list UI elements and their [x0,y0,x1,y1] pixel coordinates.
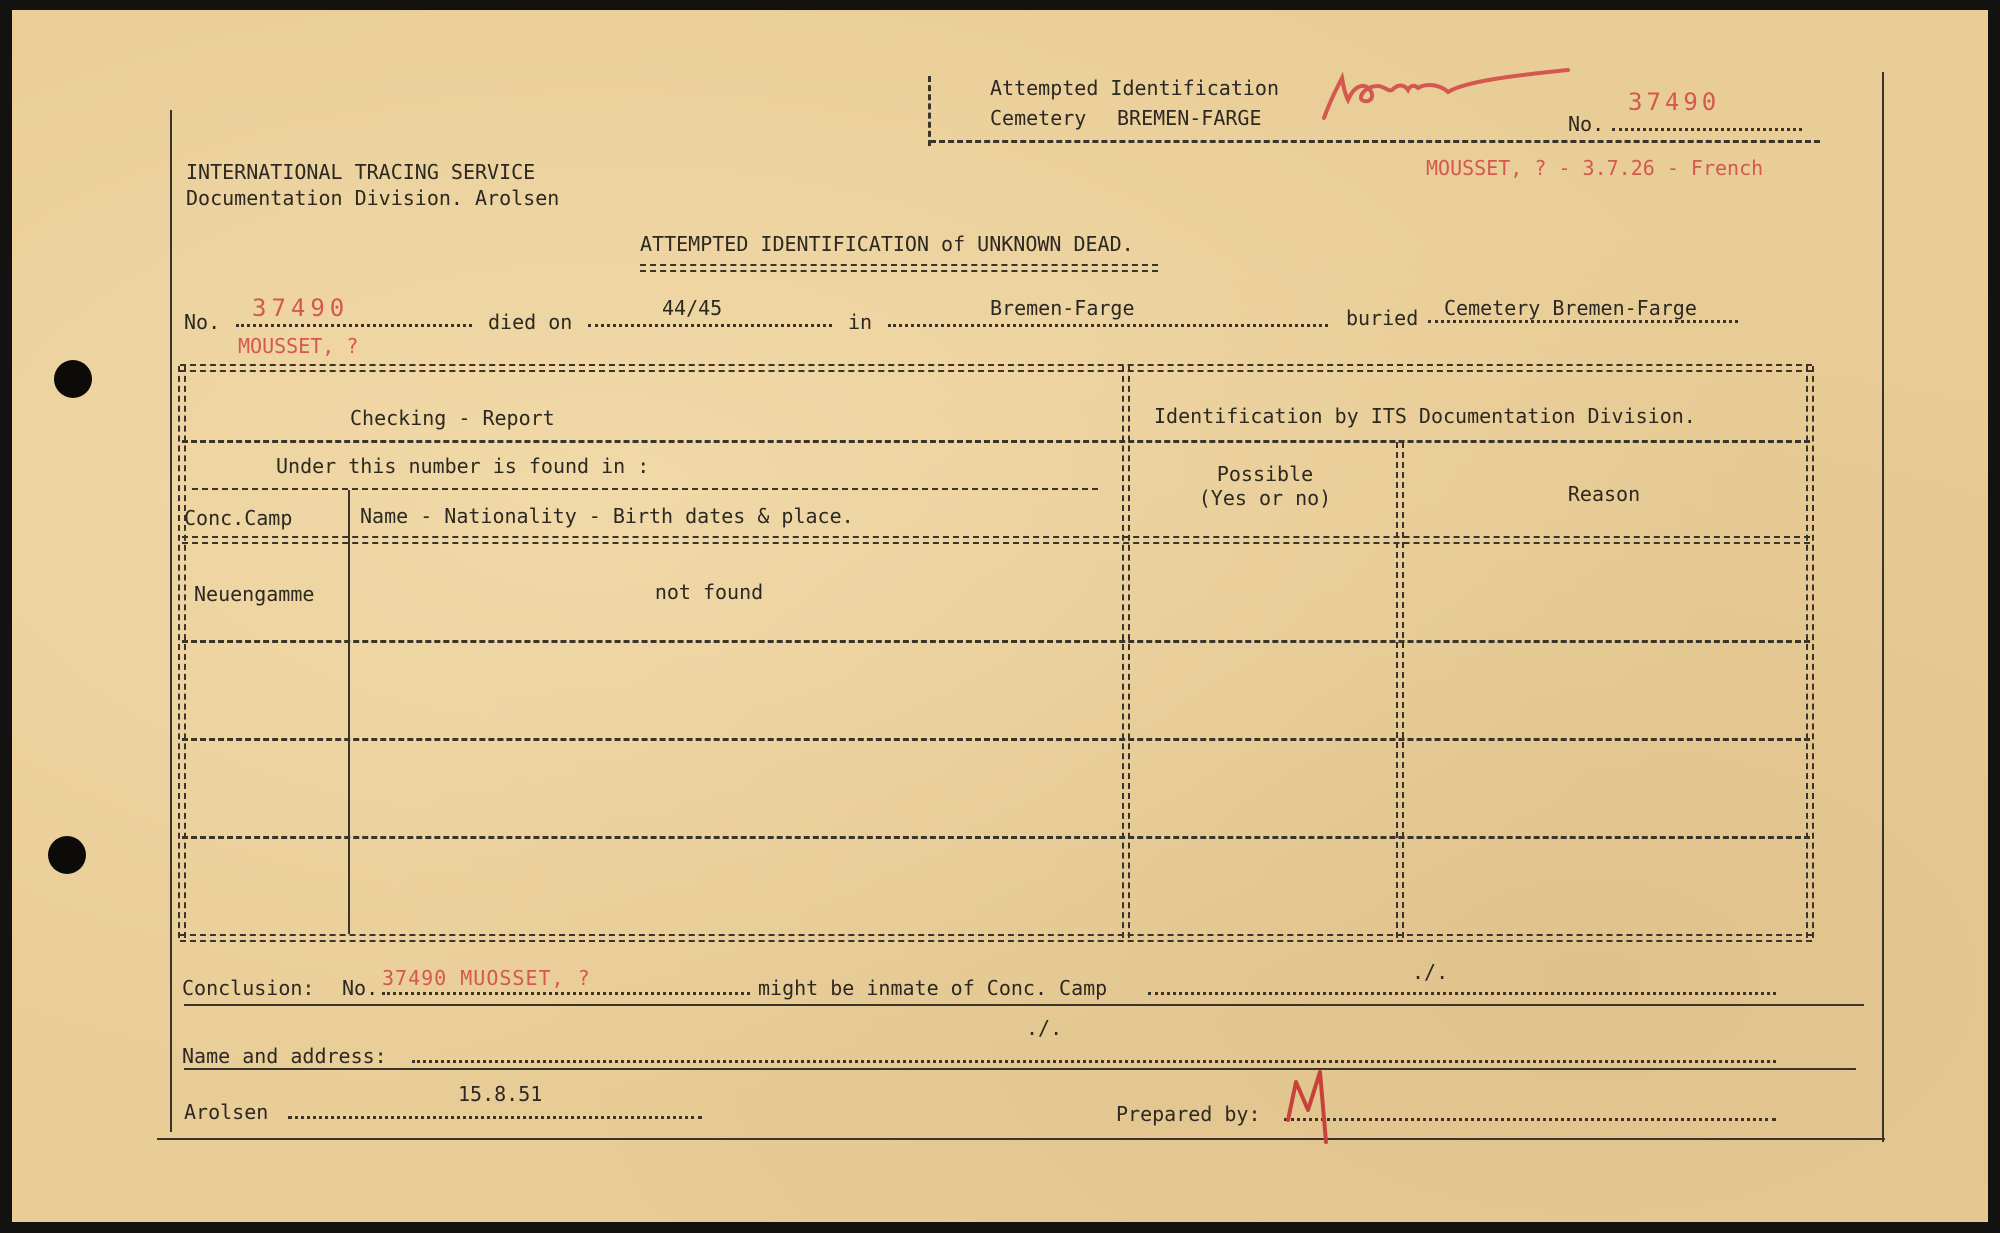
buried-dotted-line [1428,320,1738,323]
frame-right-line [1882,72,1884,1142]
conclusion-no-value: 37490 MUOSSET, ? [382,966,591,990]
checking-report-header: Checking - Report [350,406,555,430]
column-name-nationality: Name - Nationality - Birth dates & place. [360,504,854,528]
prepared-by-label: Prepared by: [1116,1102,1261,1126]
document-title: ATTEMPTED IDENTIFICATION of UNKNOWN DEAD. [640,232,1134,256]
conclusion-camp-value: ./. [1412,960,1449,984]
table-header-separator [182,440,1810,443]
organization-name: INTERNATIONAL TRACING SERVICE [186,160,536,184]
header-no-dotted-line [1612,128,1802,131]
table-right-border [1806,366,1814,938]
table-top-border [180,364,1812,372]
in-label: in [848,310,873,334]
column-possible-line1: Possible [1216,462,1314,486]
record-no-label: No. [184,310,221,334]
column-possible-line2: (Yes or no) [1198,486,1332,510]
record-no-value: 37490 [252,294,350,322]
identification-header: Identification by ITS Documentation Division. [1154,404,1696,428]
row-separator-3 [182,836,1810,839]
frame-left-line [170,110,172,1132]
title-underline [640,264,1158,272]
conclusion-middle-text: might be inmate of Conc. Camp [758,976,1108,1000]
conclusion-label: Conclusion: [182,976,315,1000]
header-no-value: 37490 [1628,88,1721,116]
died-on-label: died on [488,310,573,334]
header-line1: Attempted Identification [990,76,1279,100]
under-number-text: Under this number is found in : [276,454,650,478]
column-reason: Reason [1567,482,1641,506]
died-on-value: 44/45 [662,296,723,320]
table-divider-main [1122,366,1130,938]
punch-hole-bottom [48,836,86,874]
header-box-bottom-border [930,140,1820,143]
conclusion-no-label: No. [342,976,379,1000]
name-address-underline [184,1068,1856,1070]
row-camp-cell: Neuengamme [194,582,315,606]
died-on-dotted-line [588,324,832,327]
record-name-stamp: MOUSSET, ? [238,334,359,358]
column-conc-camp: Conc.Camp [184,506,293,530]
person-stamp: MOUSSET, ? - 3.7.26 - French [1426,156,1764,180]
name-address-label: Name and address: [182,1044,387,1068]
row-name-cell: not found [654,580,764,604]
conclusion-camp-dotted-line [1148,992,1776,995]
record-no-dotted-line [236,324,472,327]
conclusion-underline [184,1004,1864,1006]
header-cemetery-label: Cemetery [990,106,1087,130]
table-subheader-separator [192,488,1098,490]
prepared-by-dotted-line [1284,1118,1776,1121]
in-value: Bremen-Farge [990,296,1135,320]
frame-bottom-line [157,1138,1885,1140]
conclusion-no-dotted-line [382,992,750,995]
header-box-left-border [928,76,931,146]
name-address-value: ./. [1026,1016,1063,1040]
organization-division: Documentation Division. Arolsen [186,186,560,210]
document-card [12,10,1988,1222]
in-dotted-line [888,324,1328,327]
table-left-border [178,366,186,938]
table-divider-camp [348,490,350,934]
header-no-label: No. [1568,112,1605,136]
footer-date-dotted-line [288,1116,702,1119]
name-address-dotted-line [412,1060,1776,1063]
buried-label: buried [1346,306,1419,330]
table-divider-possible [1396,442,1404,938]
punch-hole-top [54,360,92,398]
row-separator-2 [182,738,1810,741]
table-bottom-border [180,934,1812,942]
table-column-header-bottom [182,536,1810,544]
buried-value: Cemetery Bremen-Farge [1444,296,1697,320]
footer-date: 15.8.51 [458,1082,543,1106]
footer-place: Arolsen [184,1100,269,1124]
header-cemetery-value: BREMEN-FARGE [1117,106,1262,130]
row-separator-1 [182,640,1810,643]
